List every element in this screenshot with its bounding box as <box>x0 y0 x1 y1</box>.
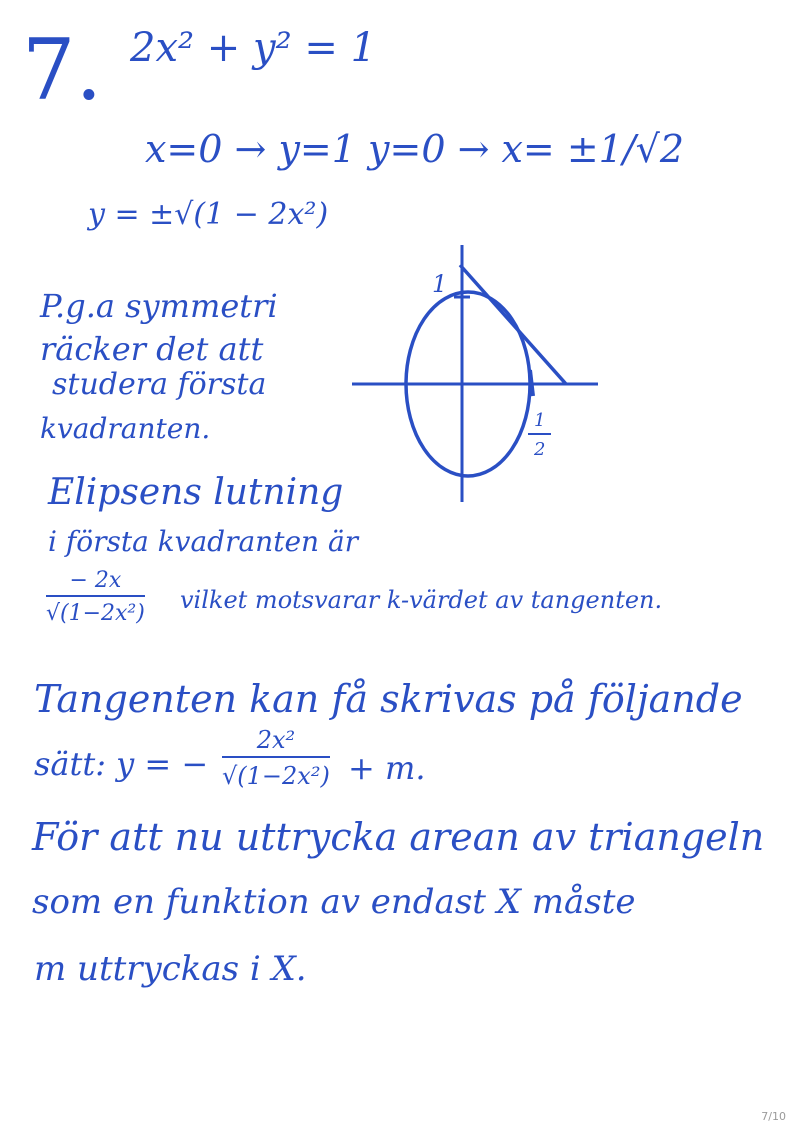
closing-line-1: För att nu uttrycka arean av triangeln <box>32 815 765 859</box>
problem-number: 7. <box>22 21 103 119</box>
symmetry-line-4: kvadranten. <box>40 412 211 445</box>
page-indicator: 7/10 <box>761 1110 786 1123</box>
slope-line-2: i första kvadranten är <box>48 525 359 558</box>
tangent-suffix: + m. <box>348 749 426 787</box>
slope-numerator: − 2x <box>46 568 145 597</box>
tangent-fraction <box>222 726 330 790</box>
tangent-line-1: Tangenten kan få skrivas på följande <box>34 677 743 721</box>
symmetry-line-3: studera första <box>52 367 267 402</box>
tangent-line <box>460 265 566 384</box>
tangent-prefix: sätt: y = − <box>34 745 209 783</box>
closing-line-2: som en funktion av endast X måste <box>32 882 636 922</box>
x-tick-numerator: 1 <box>528 410 551 435</box>
slope-fraction <box>46 568 145 626</box>
slope-comment: vilket motsvarar k-värdet av tangenten. <box>180 586 663 614</box>
intercepts-line: x=0 → y=1 y=0 → x= ±1/√2 <box>145 127 685 171</box>
slope-denominator: √(1−2x²) <box>46 601 145 626</box>
solve-y-line: y = ±√(1 − 2x²) <box>88 197 329 232</box>
y-tick-label: 1 <box>432 270 448 298</box>
tangent-numerator: 2x² <box>222 726 330 758</box>
x-tick-label <box>528 410 551 460</box>
slope-line-1: Elipsens lutning <box>48 472 344 513</box>
symmetry-line-1: P.g.a symmetri <box>40 287 278 325</box>
symmetry-line-2: räcker det att <box>40 330 264 368</box>
ellipse-equation: 2x² + y² = 1 <box>130 25 377 71</box>
tangent-denominator: √(1−2x²) <box>222 762 330 790</box>
x-tick-denominator: 2 <box>534 439 546 460</box>
closing-line-3: m uttryckas i X. <box>34 949 307 989</box>
